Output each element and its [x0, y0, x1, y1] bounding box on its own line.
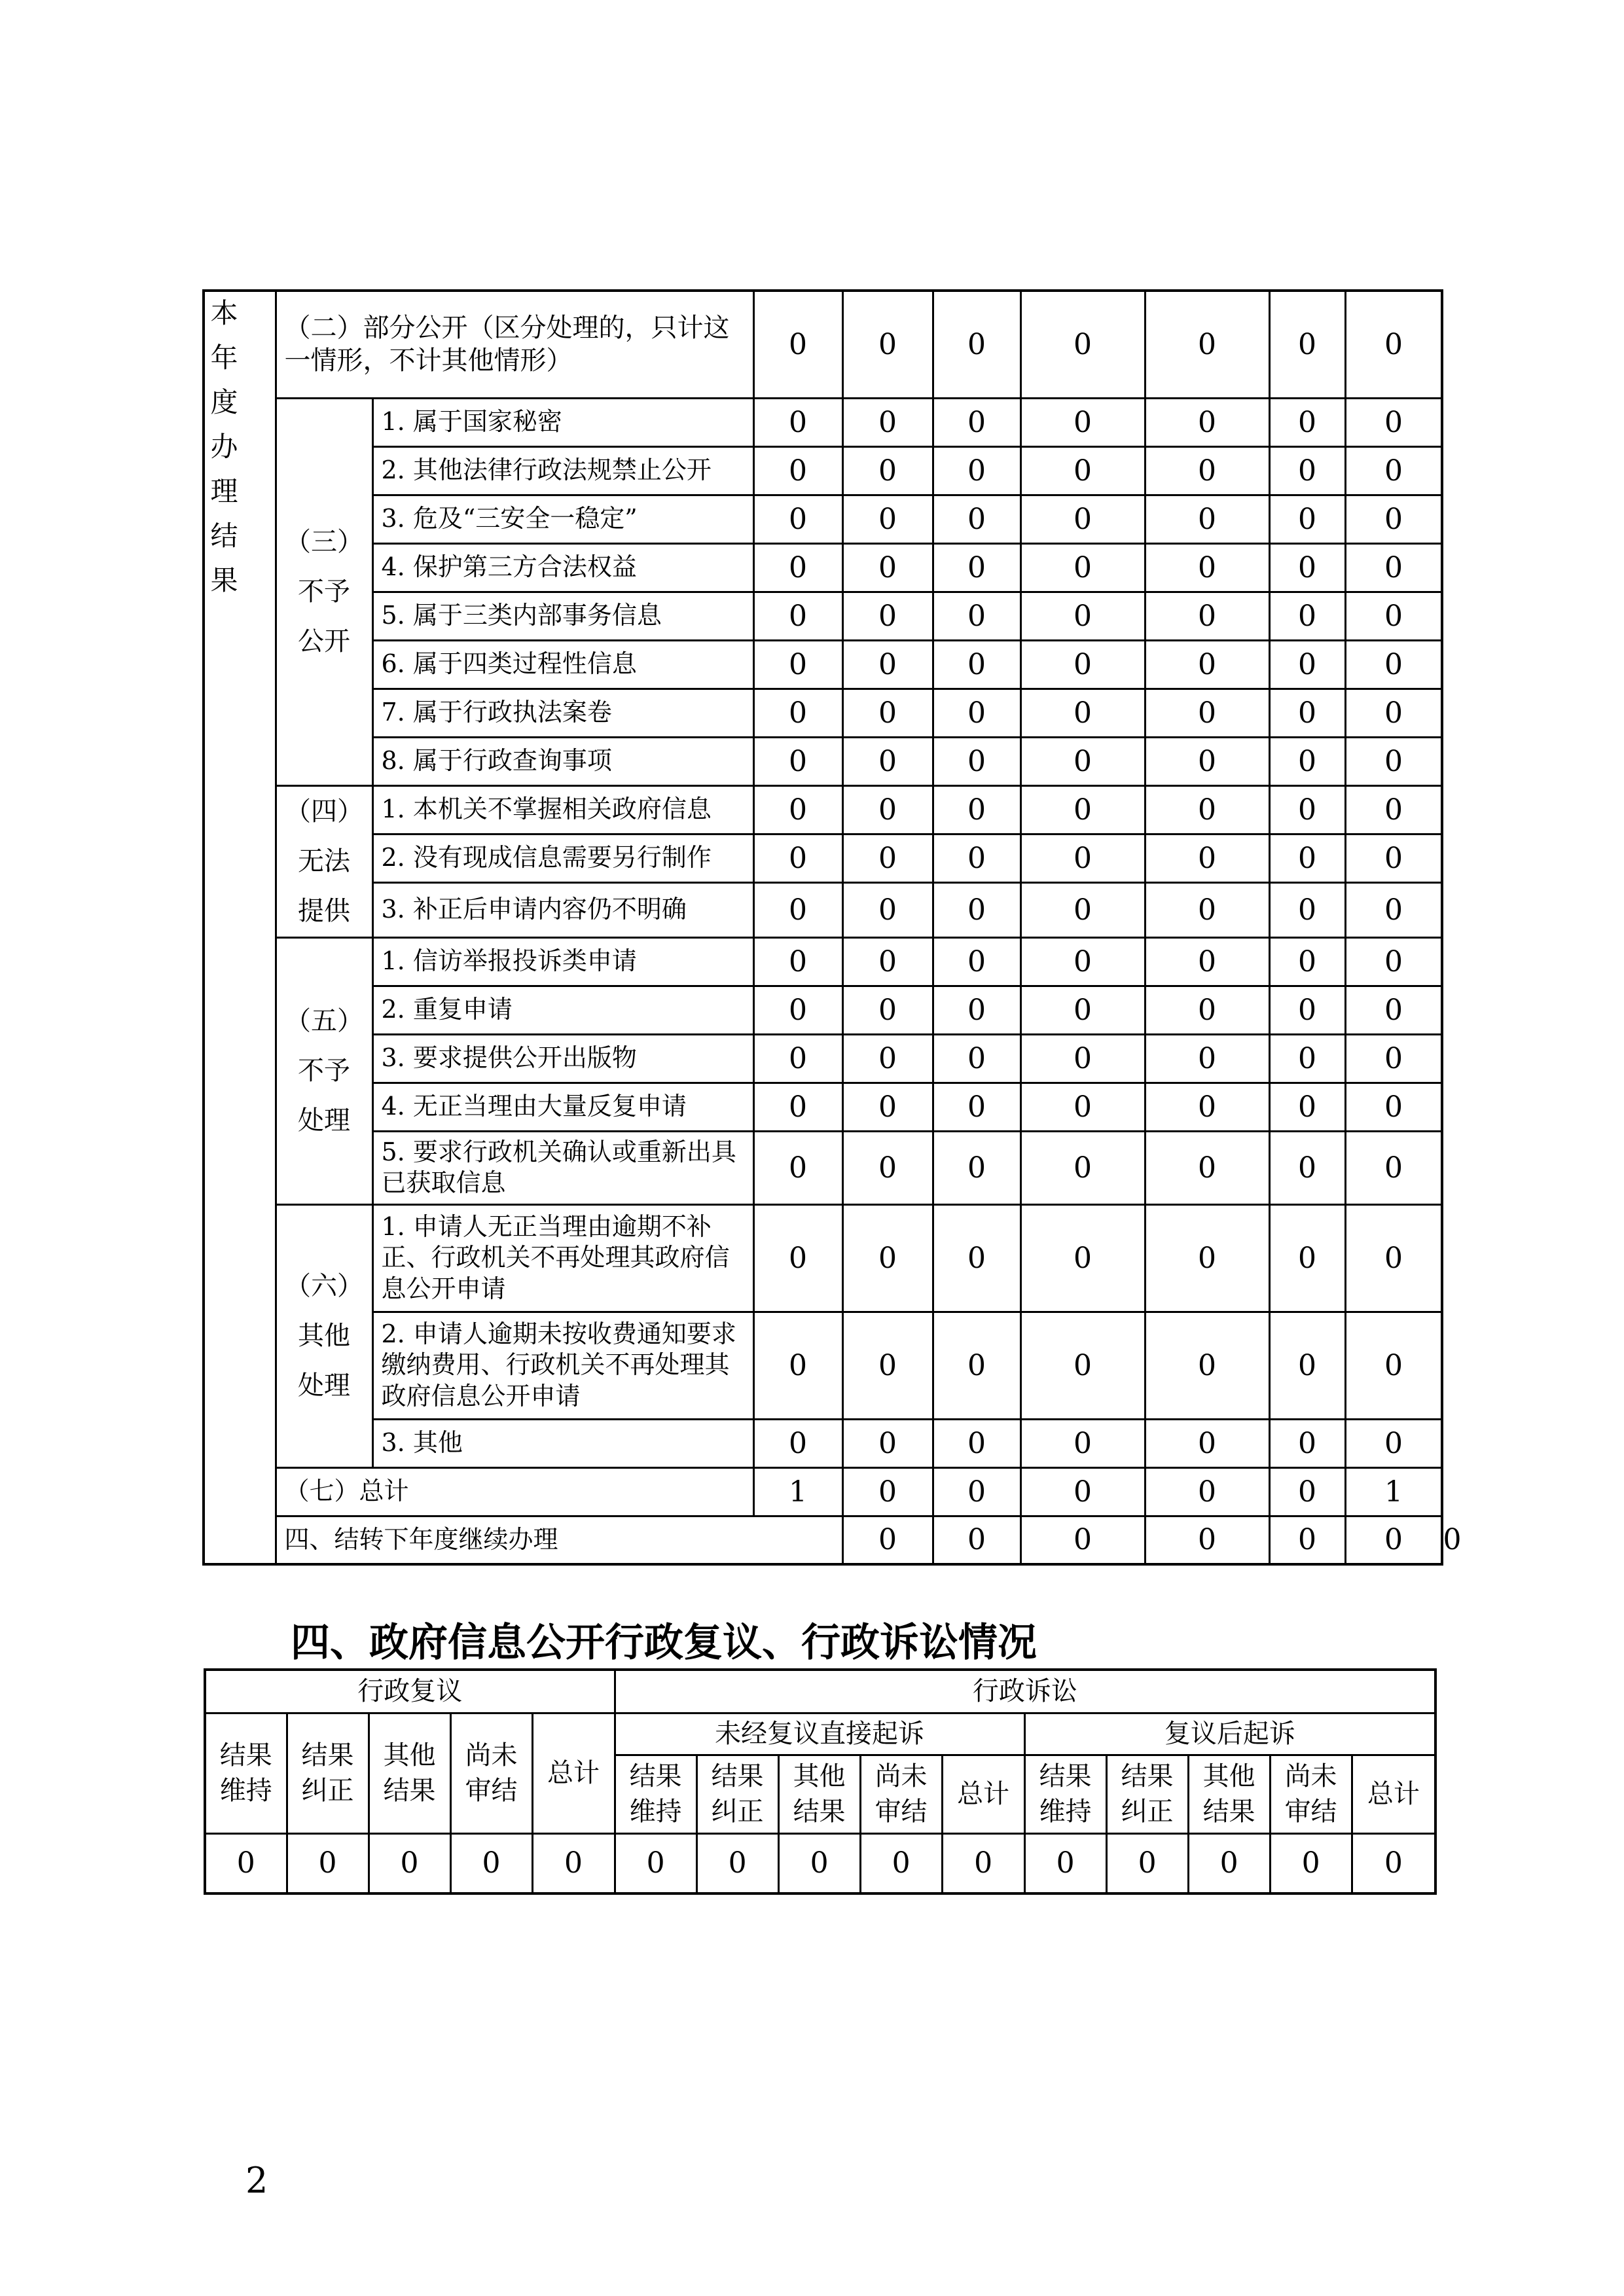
value-cell: 0 — [1345, 882, 1442, 937]
value-cell: 0 — [1145, 834, 1269, 882]
value-cell: 0 — [1020, 689, 1145, 737]
value-cell: 0 — [1269, 882, 1345, 937]
partial-open-prefix: （二）部分公开 — [284, 313, 468, 344]
value-cell: 0 — [1145, 1204, 1269, 1312]
value-cell: 0 — [1020, 1204, 1145, 1312]
value-cell: 0 — [842, 1516, 933, 1564]
value-cell: 0 — [753, 495, 842, 543]
value-cell: 0 — [753, 937, 842, 986]
value-cell: 0 — [1145, 398, 1269, 446]
value-cell: 0 — [1145, 495, 1269, 543]
section4-heading: 四、政府信息公开行政复议、行政诉讼情况 — [291, 1620, 1037, 1666]
value-cell: 0 — [842, 446, 933, 495]
value-cell: 0 — [1345, 1419, 1442, 1467]
value-cell: 0 — [933, 495, 1020, 543]
review-litigation-table — [204, 1668, 1437, 1895]
value-cell: 0 — [1269, 785, 1345, 834]
value-cell: 0 — [753, 291, 842, 398]
value-cell: 0 — [1020, 398, 1145, 446]
value-cell: 0 — [933, 1312, 1020, 1419]
value-cell: 0 — [1269, 1516, 1345, 1564]
value-cell: 0 — [1020, 1419, 1145, 1467]
value-cell: 0 — [1345, 1204, 1442, 1312]
value-cell: 0 — [842, 543, 933, 592]
value-cell: 0 — [753, 834, 842, 882]
value-cell: 0 — [1020, 986, 1145, 1034]
group-label-line: （五） — [285, 1006, 363, 1036]
row-label: 1. 申请人无正当理由逾期不补正、行政机关不再处理其政府信息公开申请 — [372, 1204, 753, 1312]
group-label-line: 提供 — [298, 896, 350, 926]
value-cell: 0 — [1345, 1083, 1442, 1131]
value-cell: 0 — [1020, 592, 1145, 640]
value-cell: 0 — [1106, 1833, 1188, 1893]
value-cell: 0 — [753, 689, 842, 737]
value-cell: 0 — [842, 398, 933, 446]
row-label: 3. 补正后申请内容仍不明确 — [372, 882, 753, 937]
value-cell: 0 — [1269, 1312, 1345, 1419]
value-cell: 0 — [842, 1419, 933, 1467]
row-label: 5. 要求行政机关确认或重新出具已获取信息 — [372, 1131, 753, 1204]
value-cell: 0 — [753, 446, 842, 495]
direct-header: 未经复议直接起诉 — [615, 1713, 1024, 1755]
value-cell: 0 — [1145, 1516, 1269, 1564]
value-cell: 0 — [933, 882, 1020, 937]
value-cell: 0 — [1269, 737, 1345, 785]
group-label-line: 处理 — [298, 1371, 350, 1401]
value-cell: 0 — [933, 986, 1020, 1034]
table-row — [204, 1083, 1442, 1131]
value-cell: 0 — [842, 495, 933, 543]
value-cell: 0 — [842, 937, 933, 986]
value-cell: 0 — [1345, 640, 1442, 689]
row-label: 2. 申请人逾期未按收费通知要求缴纳费用、行政机关不再处理其政府信息公开申请 — [372, 1312, 753, 1419]
value-cell: 0 — [842, 882, 933, 937]
value-cell: 0 — [1145, 1083, 1269, 1131]
row-label: 1. 属于国家秘密 — [372, 398, 753, 446]
value-cell: 0 — [753, 1131, 842, 1204]
value-cell: 0 — [933, 937, 1020, 986]
disposal-results-table — [202, 289, 1462, 1566]
value-cell: 0 — [1145, 785, 1269, 834]
value-cell: 0 — [1020, 291, 1145, 398]
value-cell: 0 — [1269, 592, 1345, 640]
section-label-cell — [204, 291, 276, 1564]
value-cell: 0 — [842, 1131, 933, 1204]
value-cell: 0 — [1352, 1833, 1435, 1893]
table-row — [204, 937, 1442, 986]
value-cell: 0 — [1345, 834, 1442, 882]
value-cell: 0 — [1020, 882, 1145, 937]
value-cell: 0 — [615, 1833, 696, 1893]
direct-sub-header: 尚未 审结 — [860, 1755, 942, 1833]
partial-open-label — [276, 291, 753, 398]
table-row — [204, 1034, 1442, 1083]
value-cell: 0 — [1020, 1034, 1145, 1083]
value-cell: 0 — [933, 398, 1020, 446]
value-cell: 0 — [1145, 737, 1269, 785]
value-cell: 0 — [1020, 446, 1145, 495]
row-label: 4. 保护第三方合法权益 — [372, 543, 753, 592]
value-cell: 0 — [1269, 1131, 1345, 1204]
value-cell: 0 — [778, 1833, 860, 1893]
value-cell: 0 — [1020, 1312, 1145, 1419]
value-cell: 0 — [1020, 834, 1145, 882]
value-cell: 0 — [942, 1833, 1024, 1893]
review-sub-header: 总计 — [532, 1713, 615, 1833]
value-cell: 0 — [753, 785, 842, 834]
value-cell: 0 — [1020, 1083, 1145, 1131]
value-cell: 0 — [205, 1833, 287, 1893]
value-cell: 0 — [1020, 1516, 1145, 1564]
value-cell: 1 — [753, 1467, 842, 1516]
table-row — [204, 1419, 1442, 1467]
value-cell: 0 — [753, 592, 842, 640]
row-label: 3. 其他 — [372, 1419, 753, 1467]
direct-sub-header: 其他 结果 — [778, 1755, 860, 1833]
value-cell: 0 — [1269, 1083, 1345, 1131]
group-label-line: 公开 — [298, 626, 350, 656]
value-cell: 0 — [933, 1204, 1020, 1312]
group-label-line: 不予 — [298, 577, 350, 607]
group-label-3 — [276, 398, 372, 785]
value-cell: 0 — [933, 543, 1020, 592]
value-cell: 0 — [753, 986, 842, 1034]
value-cell: 0 — [933, 689, 1020, 737]
value-cell: 0 — [1269, 495, 1345, 543]
value-cell: 0 — [753, 1204, 842, 1312]
value-cell: 0 — [1269, 291, 1345, 398]
table-row — [204, 689, 1442, 737]
value-cell: 0 — [1145, 689, 1269, 737]
value-cell: 0 — [1145, 592, 1269, 640]
value-cell: 0 — [1145, 640, 1269, 689]
value-cell: 0 — [1020, 495, 1145, 543]
after-review-header: 复议后起诉 — [1024, 1713, 1435, 1755]
value-cell: 0 — [933, 640, 1020, 689]
value-cell: 0 — [1345, 495, 1442, 543]
value-cell: 0 — [1145, 446, 1269, 495]
row-label: 4. 无正当理由大量反复申请 — [372, 1083, 753, 1131]
value-cell: 0 — [842, 1034, 933, 1083]
group-label-line: 无法 — [298, 846, 350, 876]
value-cell: 0 — [1020, 1467, 1145, 1516]
value-cell: 0 — [1345, 1312, 1442, 1419]
value-cell: 0 — [1020, 785, 1145, 834]
value-cell: 0 — [1345, 937, 1442, 986]
value-cell: 0 — [1145, 543, 1269, 592]
value-cell: 0 — [1269, 937, 1345, 986]
table-row — [204, 1204, 1442, 1312]
value-cell: 0 — [1020, 640, 1145, 689]
table-row — [204, 398, 1442, 446]
value-cell: 0 — [753, 640, 842, 689]
value-cell: 0 — [1145, 937, 1269, 986]
value-cell: 0 — [842, 592, 933, 640]
value-cell: 1 — [1345, 1467, 1442, 1516]
direct-sub-header: 总计 — [942, 1755, 1024, 1833]
group-label-6 — [276, 1204, 372, 1467]
value-cell: 0 — [696, 1833, 778, 1893]
value-cell: 0 — [1345, 398, 1442, 446]
value-cell: 0 — [933, 1083, 1020, 1131]
value-cell: 0 — [842, 291, 933, 398]
value-cell: 0 — [1269, 1204, 1345, 1312]
value-cell: 0 — [1345, 1516, 1442, 1564]
value-cell: 0 — [1188, 1833, 1270, 1893]
row-label: 1. 本机关不掌握相关政府信息 — [372, 785, 753, 834]
value-cell: 0 — [1145, 1131, 1269, 1204]
review-sub-header: 结果 维持 — [205, 1713, 287, 1833]
value-cell: 0 — [933, 1467, 1020, 1516]
value-cell: 0 — [1145, 291, 1269, 398]
value-cell: 0 — [1269, 1419, 1345, 1467]
value-cell: 0 — [753, 543, 842, 592]
review-sub-header: 其他 结果 — [369, 1713, 450, 1833]
value-cell: 0 — [1145, 1467, 1269, 1516]
value-cell: 0 — [1345, 446, 1442, 495]
total-row — [204, 1467, 1442, 1516]
value-cell: 0 — [1345, 785, 1442, 834]
value-cell: 0 — [753, 1419, 842, 1467]
group-label-line: 处理 — [298, 1105, 350, 1136]
value-cell: 0 — [933, 834, 1020, 882]
group-label-line: （三） — [285, 527, 363, 557]
row-label: 2. 没有现成信息需要另行制作 — [372, 834, 753, 882]
value-cell: 0 — [1269, 640, 1345, 689]
value-cell: 0 — [1345, 592, 1442, 640]
row-label: 3. 危及“三安全一稳定” — [372, 495, 753, 543]
value-cell: 0 — [753, 1034, 842, 1083]
table-row — [204, 446, 1442, 495]
value-cell: 0 — [1269, 1467, 1345, 1516]
section-label: 本年度办理结果 — [206, 298, 239, 610]
value-cell: 0 — [1269, 543, 1345, 592]
table-row — [204, 737, 1442, 785]
value-cell: 0 — [842, 785, 933, 834]
value-cell: 0 — [753, 1312, 842, 1419]
value-cell: 0 — [1269, 834, 1345, 882]
value-cell: 0 — [933, 1419, 1020, 1467]
value-cell: 0 — [1345, 737, 1442, 785]
value-cell: 0 — [842, 1204, 933, 1312]
row-label: 6. 属于四类过程性信息 — [372, 640, 753, 689]
group-label-line: （六） — [285, 1271, 363, 1301]
value-cell: 0 — [753, 882, 842, 937]
value-cell: 0 — [1345, 543, 1442, 592]
value-cell: 0 — [532, 1833, 615, 1893]
value-cell: 0 — [933, 737, 1020, 785]
value-cell: 0 — [1145, 882, 1269, 937]
after-review-sub-header: 尚未 审结 — [1270, 1755, 1352, 1833]
table-row — [204, 882, 1442, 937]
value-cell: 0 — [1269, 398, 1345, 446]
value-cell: 0 — [1345, 291, 1442, 398]
value-cell: 0 — [842, 1467, 933, 1516]
value-cell: 0 — [1145, 986, 1269, 1034]
table-row — [204, 640, 1442, 689]
value-cell: 0 — [933, 1131, 1020, 1204]
table-row — [204, 543, 1442, 592]
value-cell: 0 — [842, 834, 933, 882]
value-cell: 0 — [287, 1833, 369, 1893]
value-cell: 0 — [933, 785, 1020, 834]
value-cell: 0 — [1145, 1312, 1269, 1419]
value-cell: 0 — [1345, 1034, 1442, 1083]
direct-sub-header: 结果 维持 — [615, 1755, 696, 1833]
value-cell: 0 — [1145, 1419, 1269, 1467]
value-cell: 0 — [753, 398, 842, 446]
value-cell: 0 — [1145, 1034, 1269, 1083]
row-label: 3. 要求提供公开出版物 — [372, 1034, 753, 1083]
row-label: 2. 重复申请 — [372, 986, 753, 1034]
value-cell: 0 — [1270, 1833, 1352, 1893]
row-label: 8. 属于行政查询事项 — [372, 737, 753, 785]
value-cell: 0 — [1269, 446, 1345, 495]
table-row — [204, 834, 1442, 882]
value-cell: 0 — [842, 1083, 933, 1131]
value-cell: 0 — [1020, 543, 1145, 592]
value-cell: 0 — [753, 1083, 842, 1131]
group-label-line: （四） — [285, 797, 363, 827]
table-row — [204, 785, 1442, 834]
after-review-sub-header: 结果 维持 — [1024, 1755, 1106, 1833]
value-cell: 0 — [933, 592, 1020, 640]
value-cell: 0 — [753, 737, 842, 785]
value-cell: 0 — [1020, 937, 1145, 986]
value-cell: 0 — [1020, 737, 1145, 785]
table-row — [204, 986, 1442, 1034]
value-cell: 0 — [842, 1312, 933, 1419]
value-cell: 0 — [933, 446, 1020, 495]
value-cell: 0 — [933, 1034, 1020, 1083]
after-review-sub-header: 结果 纠正 — [1106, 1755, 1188, 1833]
value-cell: 0 — [842, 689, 933, 737]
value-cell: 0 — [1345, 689, 1442, 737]
value-cell: 0 — [1024, 1833, 1106, 1893]
value-cell: 0 — [933, 1516, 1020, 1564]
after-review-sub-header: 其他 结果 — [1188, 1755, 1270, 1833]
value-cell: 0 — [933, 291, 1020, 398]
value-cell: 0 — [860, 1833, 942, 1893]
value-cell: 0 — [1020, 1131, 1145, 1204]
value-cell: 0 — [1269, 689, 1345, 737]
litigation-header: 行政诉讼 — [615, 1670, 1435, 1713]
table-row — [204, 1312, 1442, 1419]
table-row — [204, 495, 1442, 543]
table-row — [204, 592, 1442, 640]
group-label-line: 不予 — [298, 1056, 350, 1086]
review-sub-header: 尚未 审结 — [450, 1713, 532, 1833]
row-label: 1. 信访举报投诉类申请 — [372, 937, 753, 986]
group-label-4 — [276, 785, 372, 937]
carry-over-label: 四、结转下年度继续办理 — [276, 1516, 842, 1564]
carry-over-row: 四、结转下年度继续办理 0 0 0 0 0 0 0 — [204, 1516, 1442, 1564]
page-number: 2 — [245, 2160, 268, 2201]
review-sub-header: 结果 纠正 — [287, 1713, 369, 1833]
value-cell: 0 — [1269, 986, 1345, 1034]
value-cell: 0 — [1345, 986, 1442, 1034]
group-label-5 — [276, 937, 372, 1204]
value-cell: 0 — [369, 1833, 450, 1893]
row-label: 5. 属于三类内部事务信息 — [372, 592, 753, 640]
direct-sub-header: 结果 纠正 — [696, 1755, 778, 1833]
value-cell: 0 — [842, 986, 933, 1034]
row-label: 2. 其他法律行政法规禁止公开 — [372, 446, 753, 495]
value-cell: 0 — [450, 1833, 532, 1893]
review-header: 行政复议 — [205, 1670, 615, 1713]
after-review-sub-header: 总计 — [1352, 1755, 1435, 1833]
group-label-line: 其他 — [298, 1321, 350, 1351]
table-row — [204, 1131, 1442, 1204]
row-label: 7. 属于行政执法案卷 — [372, 689, 753, 737]
value-cell: 0 — [842, 737, 933, 785]
value-cell: 0 — [1345, 1131, 1442, 1204]
partial-open-note: （区分处理的，只计这一情形，不计其他情形） — [284, 313, 730, 376]
value-cell: 0 — [1269, 1034, 1345, 1083]
value-cell: 0 — [842, 640, 933, 689]
total-label: （七）总计 — [276, 1467, 753, 1516]
